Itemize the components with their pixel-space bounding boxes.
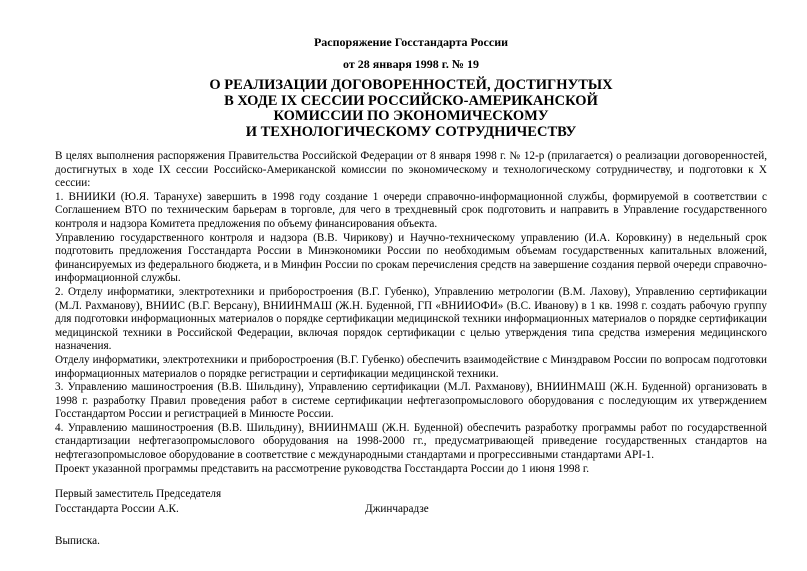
signer-organization: Госстандарта России А.К.	[55, 503, 179, 516]
document-body	[55, 150, 767, 476]
paragraph-item-3: 3. Управлению машиностроения (В.В. Шильдину), Управлению сертификации (М.Л. Рахманову), ВНИИНМАШ (Ж.Н. Буденной) организовать в 1998 г. разработку Правил проведения работ в системе сертификации нефтегазопромыслового оборудования с последующим их утверждением Госстандартом России и регистрацией в Минюсте России.	[55, 381, 767, 421]
heading-line: В ХОДЕ IX СЕССИИ РОССИЙСКО-АМЕРИКАНСКОЙ	[224, 92, 598, 109]
paragraph-item-1: 1. ВНИИКИ (Ю.Я. Таранухе) завершить в 1998 году создание 1 очереди справочно-информационной службы, формируемой в соответствии с Соглашением ВТО по техническим барьерам в торговле, для чего в трехдневный срок подготовить и направить в Управление государственного контроля и надзора Комитета предложения по объему финансирования объекта.	[55, 190, 767, 230]
heading-line: О РЕАЛИЗАЦИИ ДОГОВОРЕННОСТЕЙ, ДОСТИГНУТЫХ	[209, 77, 613, 93]
order-date-number: от 28 января 1998 г. № 19	[343, 57, 479, 71]
paragraph-item-4: 4. Управлению машиностроения (В.В. Шильдину), ВНИИНМАШ (Ж.Н. Буденной) обеспечить разработку программы работ по государственной стандартизации нефтегазопромыслового оборудования на 1998-2000 гг., предусматривающей приведение государственных стандартов на нефтегазопромысловое оборудование в соответствие с международными стандартами и прогрессивными стандартами API-1.	[55, 421, 767, 462]
paragraph-item-1-control: Управлению государственного контроля и надзора (В.В. Чирикову) и Научно-техническому управлению (И.А. Коровкину) в недельный срок подготовить предложения Госстандарта России в Минэкономики России по необходимым объемам государственных капитальных вложений, финансируемых из федерального бюджета, и в Минфин России по срокам перечисления средств на завершение создания первой очереди справочно-информационной службы.	[55, 231, 767, 285]
paragraph-item-2-informatics: Отделу информатики, электротехники и приборостроения (В.Г. Губенко) обеспечить взаимодействие с Минздравом России по вопросам подготовки информационных материалов о порядке регистрации и сертификации медицинской техники.	[55, 353, 767, 380]
heading-line: И ТЕХНОЛОГИЧЕСКОМУ СОТРУДНИЧЕСТВУ	[245, 123, 577, 140]
order-title: Распоряжение Госстандарта России	[313, 35, 509, 49]
paragraph-program-deadline: Проект указанной программы представить на рассмотрение руководства Госстандарта России до 1 июня 1998 г.	[55, 462, 590, 475]
extract-label: Выписка.	[55, 535, 100, 548]
paragraph-item-2: 2. Отделу информатики, электротехники и приборостроения (В.Г. Губенко), Управлению метрологии (В.М. Лахову), Управлению сертификации (М.Л. Рахманову), ВНИИС (В.Г. Версану), ВНИИНМАШ (Ж.Н. Буденной, ГП «ВНИИОФИ» (В.С. Иванову) в 1 кв. 1998 г. создать рабочую группу для подготовки информационных материалов о порядке сертификации медицинской техники информационных материалов о порядке сертификации медицинской техники в Российской Федерации, включая порядок сертификации с целью утверждения типа средства измерения медицинского назначения.	[55, 285, 767, 353]
signer-name: Джинчарадзе	[365, 503, 429, 516]
paragraph-intro: В целях выполнения распоряжения Правительства Российской Федерации от 8 января 1998 г. № 12-р (прилагается) о реализации договоренностей, достигнутых в ходе IX сессии Российско-Американской комиссии по экономическому и технологическому сотрудничеству, и подготовки к X сессии:	[55, 150, 767, 190]
document-heading	[55, 78, 767, 140]
signer-position: Первый заместитель Председателя	[55, 488, 222, 501]
heading-line: КОМИССИИ ПО ЭКОНОМИЧЕСКОМУ	[273, 108, 549, 124]
signature-block	[55, 487, 767, 517]
